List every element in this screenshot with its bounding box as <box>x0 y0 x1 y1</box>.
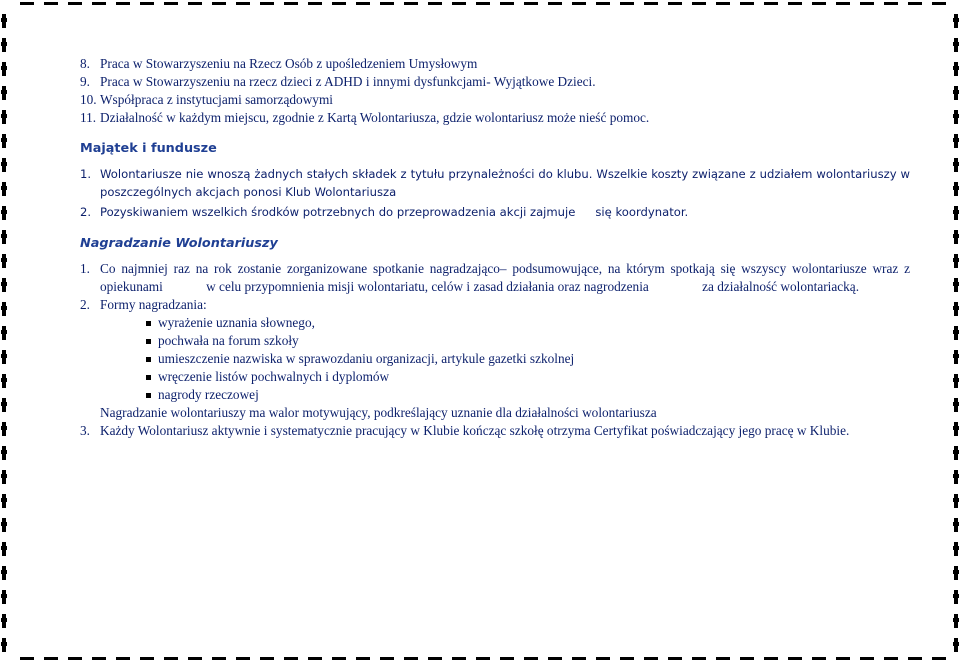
list-item: wyrażenie uznania słownego, <box>146 314 910 332</box>
section-heading-majatek: Majątek i fundusze <box>80 141 217 156</box>
paragraph: 1. Wolontariusze nie wnoszą żadnych stałych składek z tytułu przynależności do klubu. Wszelkie koszty związane z udziałem wolontariuszy w poszczególnych akcjach ponosi Klub Wolontariusza <box>80 167 910 199</box>
paragraph: 2. Formy nagradzania: <box>80 297 207 312</box>
square-bullet-icon <box>146 386 158 404</box>
paragraph: 2. Pozyskiwaniem wszelkich środków potrzebnych do przeprowadzenia akcji zajmuje się koordynator. <box>80 205 689 219</box>
paragraph: 1. Co najmniej raz na rok zostanie zorganizowane spotkanie nagradzająco– podsumowujące, na którym spotkają się wszyscy wolontariusze wraz z opiekunami w celu przypomnienia misji wolontariatu, celów i zasad działania oraz nagrodzenia za działalność wolontariacką. <box>80 261 910 294</box>
paragraph: Nagradzanie wolontariuszy ma walor motywujący, podkreślający uznanie dla działalności wolontariusza <box>100 405 657 420</box>
activities-list <box>80 55 910 127</box>
list-item: wręczenie listów pochwalnych i dyplomów <box>146 368 910 386</box>
list-item: 9. Praca w Stowarzyszeniu na rzecz dzieci z ADHD i innymi dysfunkcjami- Wyjątkowe Dzieci. <box>80 74 596 89</box>
document-page <box>80 55 910 440</box>
decorative-border-top <box>0 0 960 10</box>
list-item: umieszczenie nazwiska w sprawozdaniu organizacji, artykule gazetki szkolnej <box>146 350 910 368</box>
square-bullet-icon <box>146 350 158 368</box>
decorative-border-right <box>946 0 960 662</box>
square-bullet-icon <box>146 368 158 386</box>
square-bullet-icon <box>146 332 158 350</box>
reward-forms-list <box>146 314 910 404</box>
square-bullet-icon <box>146 314 158 332</box>
list-item: 10. Współpraca z instytucjami samorządowymi <box>80 92 333 107</box>
paragraph: 3. Każdy Wolontariusz aktywnie i systematycznie pracujący w Klubie kończąc szkołę otrzyma Certyfikat poświadczający jego pracę w Klubie. <box>80 423 850 438</box>
decorative-border-left <box>0 0 14 662</box>
decorative-border-bottom <box>0 652 960 662</box>
section-heading-nagradzanie: Nagradzanie Wolontariuszy <box>80 236 278 251</box>
list-item: 8. Praca w Stowarzyszeniu na Rzecz Osób z upośledzeniem Umysłowym <box>80 56 478 71</box>
list-item: nagrody rzeczowej <box>146 386 910 404</box>
list-item: 11. Działalność w każdym miejscu, zgodnie z Kartą Wolontariusza, gdzie wolontariusz może nieść pomoc. <box>80 110 650 125</box>
list-item: pochwała na forum szkoły <box>146 332 910 350</box>
